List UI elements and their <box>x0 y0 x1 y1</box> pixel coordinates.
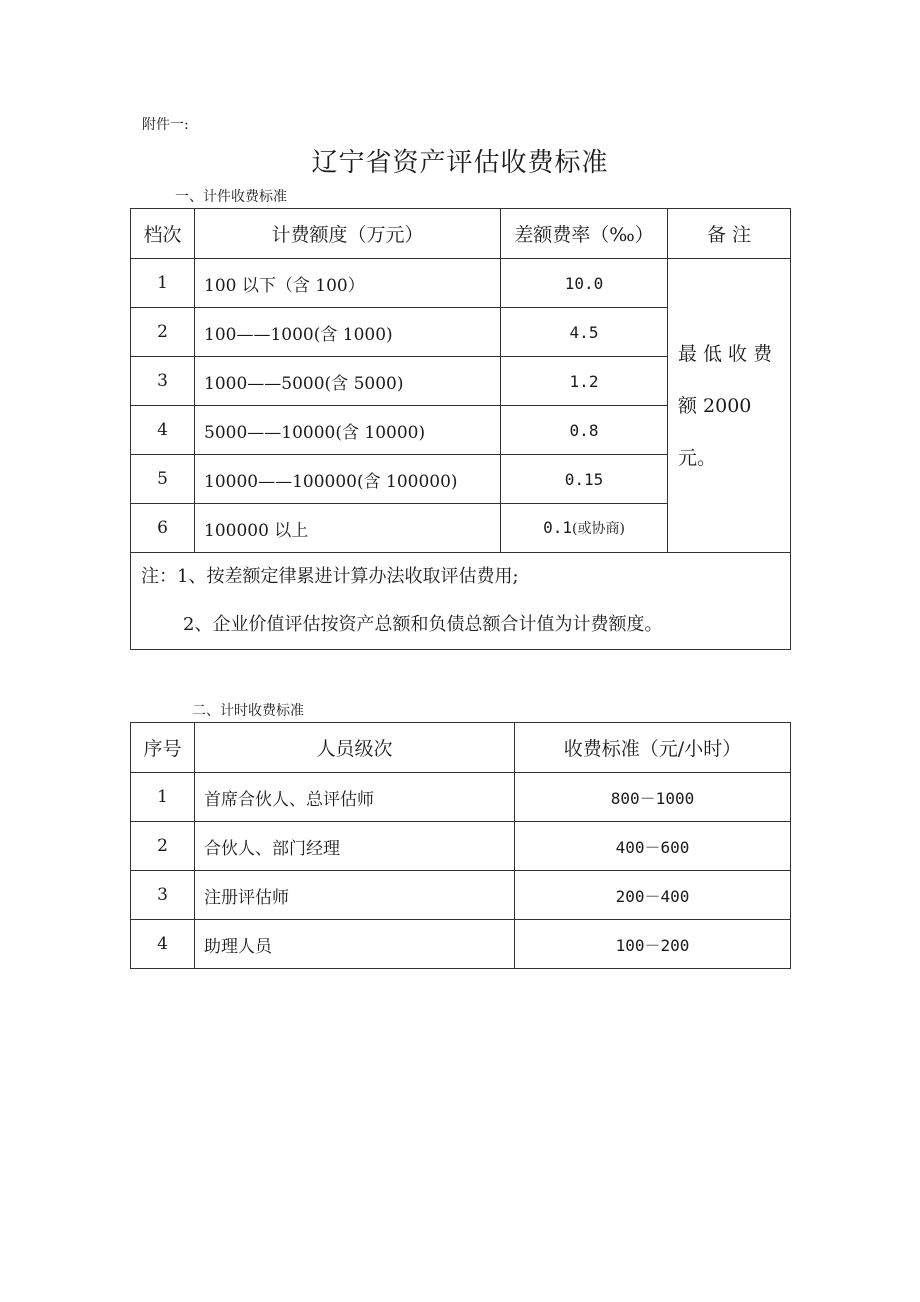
fee-cell: 200－400 <box>515 871 791 920</box>
rate-note: (或协商) <box>571 521 625 537</box>
table-row <box>131 822 791 871</box>
table-row <box>131 259 791 308</box>
remark-cell <box>668 259 791 553</box>
level-cell: 助理人员 <box>195 920 515 969</box>
grade-cell: 1 <box>131 259 195 308</box>
grade-cell: 3 <box>131 357 195 406</box>
notes-row <box>131 553 791 650</box>
range-cell: 100000 以上 <box>195 504 501 553</box>
fee-cell: 400－600 <box>515 822 791 871</box>
rate-cell: 4.5 <box>501 308 668 357</box>
range-cell: 100——1000(含 1000) <box>195 308 501 357</box>
fee-cell: 800－1000 <box>515 773 791 822</box>
rate-cell: 0.15 <box>501 455 668 504</box>
grade-cell: 5 <box>131 455 195 504</box>
header-level: 人员级次 <box>195 723 515 773</box>
remark-line-1: 最低收费 <box>678 342 779 365</box>
range-cell: 10000——100000(含 100000) <box>195 455 501 504</box>
grade-cell: 6 <box>131 504 195 553</box>
no-cell: 4 <box>131 920 195 969</box>
header-remark: 备 注 <box>668 209 791 259</box>
range-cell: 100 以下（含 100） <box>195 259 501 308</box>
grade-cell: 2 <box>131 308 195 357</box>
range-cell: 1000——5000(含 5000) <box>195 357 501 406</box>
fee-cell: 100－200 <box>515 920 791 969</box>
attachment-label: 附件一: <box>142 117 189 133</box>
table-row <box>131 871 791 920</box>
rate-cell: 1.2 <box>501 357 668 406</box>
hourly-fee-table <box>130 722 791 969</box>
rate-cell <box>501 504 668 553</box>
table-header-row <box>131 209 791 259</box>
table-row <box>131 920 791 969</box>
section1-heading: 一、计件收费标准 <box>175 189 287 205</box>
note-line-2: 2、企业价值评估按资产总额和负债总额合计值为计费额度。 <box>183 614 663 635</box>
section2-heading: 二、计时收费标准 <box>192 703 304 719</box>
level-cell: 注册评估师 <box>195 871 515 920</box>
note-line-1: 注：1、按差额定律累进计算办法收取评估费用; <box>141 566 519 587</box>
rate-cell: 10.0 <box>501 259 668 308</box>
range-cell: 5000——10000(含 10000) <box>195 406 501 455</box>
no-cell: 1 <box>131 773 195 822</box>
header-range: 计费额度（万元） <box>195 209 501 259</box>
level-cell: 首席合伙人、总评估师 <box>195 773 515 822</box>
table-header-row <box>131 723 791 773</box>
header-no: 序号 <box>131 723 195 773</box>
table-row <box>131 773 791 822</box>
no-cell: 2 <box>131 822 195 871</box>
header-fee: 收费标准（元/小时） <box>515 723 791 773</box>
page-title: 辽宁省资产评估收费标准 <box>311 148 609 178</box>
header-grade: 档次 <box>131 209 195 259</box>
no-cell: 3 <box>131 871 195 920</box>
notes-cell <box>131 553 791 650</box>
level-cell: 合伙人、部门经理 <box>195 822 515 871</box>
grade-cell: 4 <box>131 406 195 455</box>
rate-cell: 0.8 <box>501 406 668 455</box>
rate-value: 0.1 <box>543 518 572 537</box>
remark-line-2: 额 2000 元。 <box>678 394 752 469</box>
header-rate: 差额费率（‰） <box>501 209 668 259</box>
piece-fee-table <box>130 208 791 650</box>
